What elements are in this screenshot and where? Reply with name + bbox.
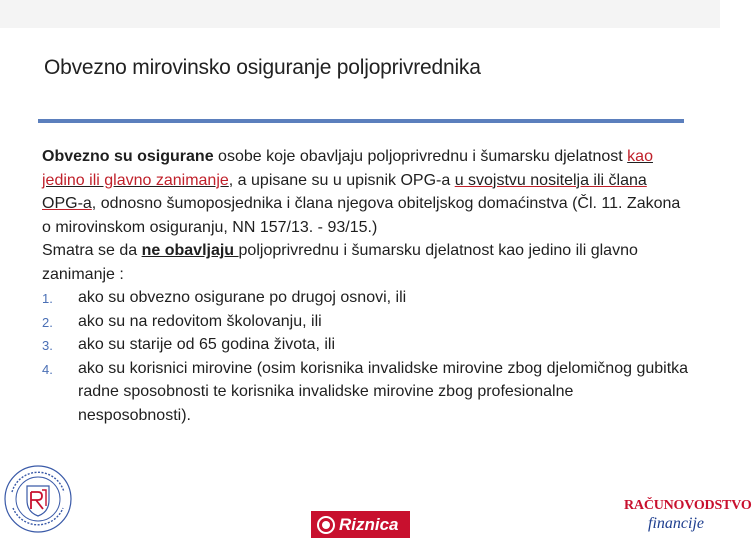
racunovodstvo-logo-word: RAČUNOVODSTVO	[624, 498, 752, 513]
paragraph-not-considered	[42, 239, 690, 286]
seal-icon	[2, 462, 74, 536]
list-item	[42, 286, 690, 310]
list-number: 1.	[42, 291, 53, 306]
list-item-text: ako su na redovitom školovanju, ili	[78, 312, 322, 330]
seal-logo	[2, 462, 74, 536]
riznica-mark-icon	[317, 516, 335, 534]
paragraph-obligatory-insured	[42, 145, 690, 239]
slide-body	[42, 145, 690, 427]
list-item-text: ako su starije od 65 godina života, ili	[78, 336, 336, 353]
racunovodstvo-logo	[622, 494, 752, 538]
list-number: 2.	[42, 314, 53, 330]
list-number: 3.	[42, 338, 53, 353]
list-item-text: ako su korisnici mirovine (osim korisnika invalidske mirovine zbog djelomičnog gubitka radne sposobnosti te korisnika invalidske mirovine zbog profesionalne nesposobnosti).	[78, 359, 689, 424]
conditions-list	[42, 286, 690, 427]
red-underlined-phrase: kao jedino ili glavno zanimanje	[42, 148, 653, 189]
slide-title: Obvezno mirovinsko osiguranje poljoprivrednika	[44, 56, 481, 79]
title-divider	[38, 119, 684, 123]
bold-lead: Obvezno su osigurane	[42, 148, 214, 165]
riznica-logo-text: Riznica	[339, 514, 399, 534]
text-segment: Smatra se da	[42, 242, 142, 259]
bold-underlined-phrase: ne obavljaju	[141, 242, 239, 259]
list-item	[42, 310, 690, 334]
top-band	[0, 0, 720, 28]
text-segment: osobe koje obavljaju poljoprivrednu i šumarsku djelatnost	[213, 148, 628, 165]
text-segment: , a upisane su u upisnik OPG-a	[228, 171, 455, 189]
financije-logo-word: financije	[648, 515, 704, 532]
riznica-logo	[311, 511, 410, 538]
list-item	[42, 333, 690, 357]
underlined-phrase: u svojstvu nositelja ili člana OPG-a	[42, 171, 647, 212]
list-item-text: ako su obvezno osigurane po drugoj osnovi, ili	[78, 289, 407, 306]
text-segment: , odnosno šumoposjednika i člana njegova obiteljskog domaćinstva (Čl. 11. Zakona o mirovinskom osiguranju, NN 157/13. - 93/15.)	[42, 195, 681, 236]
text-segment: poljoprivrednu i šumarsku djelatnost kao jedino ili glavno zanimanje :	[42, 242, 638, 283]
list-item	[42, 357, 690, 428]
list-number: 4.	[42, 361, 53, 377]
